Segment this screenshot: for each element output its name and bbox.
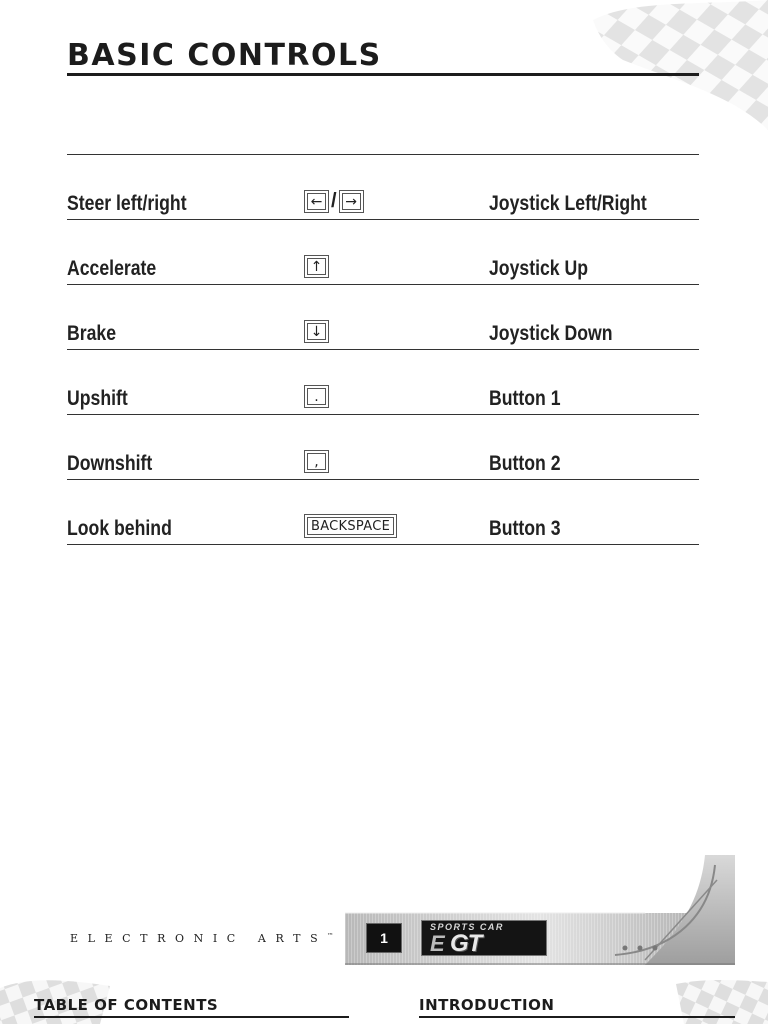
action-label: Look behind: [67, 517, 172, 540]
title-underline: [67, 73, 699, 76]
electronic-arts-logo: [70, 932, 333, 945]
joystick-label: Joystick Down: [489, 322, 613, 345]
key-group: [304, 514, 397, 538]
comma-key-icon: ,: [304, 450, 329, 473]
action-label: Brake: [67, 322, 117, 345]
control-row-look-behind: [67, 480, 699, 545]
page-title: BASIC CONTROLS: [67, 38, 382, 73]
table-of-contents-link[interactable]: TABLE OF CONTENTS: [34, 996, 219, 1014]
introduction-link[interactable]: INTRODUCTION: [419, 996, 555, 1014]
footer-rule-right: [419, 1016, 735, 1018]
action-label: Steer left/right: [67, 192, 187, 215]
checkered-flag-top-right: [583, 0, 768, 130]
page-number-badge: 1: [366, 923, 402, 953]
joystick-label: Joystick Left/Right: [489, 192, 647, 215]
sports-car-gt-logo: [421, 920, 547, 956]
publisher-name: ELECTRONIC ARTS: [70, 932, 328, 945]
joystick-label: Button 3: [489, 517, 561, 540]
key-group: [304, 385, 329, 408]
joystick-label: Button 2: [489, 452, 561, 475]
action-label: Upshift: [67, 387, 128, 410]
backspace-key-icon: BACKSPACE: [304, 514, 397, 538]
footer-rule-left: [34, 1016, 349, 1018]
control-row-downshift: [67, 415, 699, 480]
control-row-brake: [67, 285, 699, 350]
control-row-accelerate: [67, 220, 699, 285]
key-group: [304, 450, 329, 473]
joystick-label: Joystick Up: [489, 257, 589, 280]
game-logo-title: GT: [450, 930, 482, 956]
trademark-symbol: ™: [327, 932, 334, 940]
control-row-upshift: [67, 350, 699, 415]
action-label: Downshift: [67, 452, 153, 475]
left-arrow-key-icon: ←: [304, 190, 329, 213]
down-arrow-key-icon: ↓: [304, 320, 329, 343]
action-label: Accelerate: [67, 257, 157, 280]
key-group: [304, 320, 329, 343]
game-logo-subtitle: SPORTS CAR: [430, 922, 504, 932]
joystick-label: Button 1: [489, 387, 561, 410]
key-separator: /: [331, 190, 337, 212]
ea-sports-mark-icon: E: [430, 931, 445, 956]
key-group: [304, 190, 364, 213]
key-group: [304, 255, 329, 278]
right-arrow-key-icon: →: [339, 190, 364, 213]
period-key-icon: .: [304, 385, 329, 408]
controls-table: [67, 155, 699, 545]
control-row-steer: [67, 155, 699, 220]
up-arrow-key-icon: ↑: [304, 255, 329, 278]
